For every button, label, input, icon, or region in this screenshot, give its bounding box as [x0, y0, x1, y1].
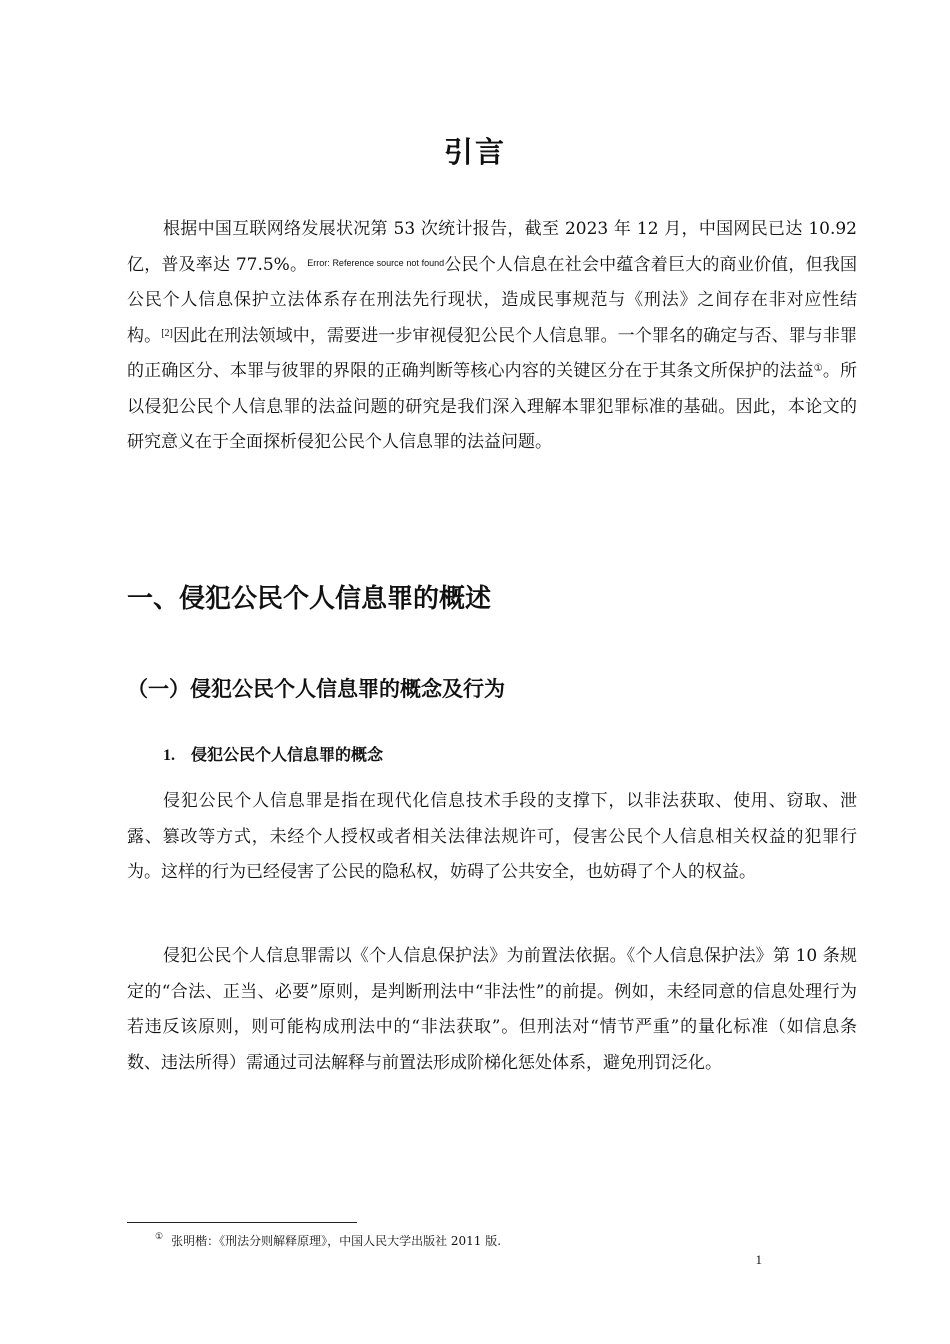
intro-text-3: 因此在刑法领域中，需要进一步审视侵犯公民个人信息罪。一个罪名的确定与否、罪与非罪的正确区分、本罪与彼罪的界限的正确判断等核心内容的关键区分在于其条文所保护的法益	[127, 325, 858, 381]
footnote-text: 张明楷：《刑法分则解释原理》，中国人民大学出版社 2011 版.	[171, 1234, 502, 1248]
footnote-marker[interactable]: ①	[813, 363, 823, 374]
reference-error-note: Error: Reference source not found	[307, 257, 445, 268]
footnote-mark: ①	[155, 1232, 164, 1242]
body-paragraph-2: 侵犯公民个人信息罪需以《个人信息保护法》为前置法依据。《个人信息保护法》第 10 条规定的“合法、正当、必要”原则，是判断刑法中“非法性”的前提。例如，未经同意的信息处理行为若违反该原则，则可能构成刑法中的“非法获取”。但刑法对“情节严重”的量化标准（如信息条数、违法所得）需通过司法解释与前置法形成阶梯化惩处体系，避免刑罚泛化。	[127, 946, 857, 1073]
intro-text-2: 公民个人信息在社会中蕴含着巨大的商业价值，但我国公民个人信息保护立法体系存在刑法先行现状，造成民事规范与《刑法》之间存在非对应性结构。	[127, 254, 857, 346]
footnote	[155, 1232, 501, 1249]
footnote-separator	[127, 1222, 357, 1223]
item-number: 1.	[163, 747, 175, 764]
item-heading	[163, 742, 383, 765]
intro-paragraph	[127, 212, 857, 461]
page-title: 引言	[443, 135, 506, 169]
section-heading: 一、侵犯公民个人信息罪的概述	[127, 584, 492, 614]
item-heading-text: 侵犯公民个人信息罪的概念	[191, 745, 384, 764]
intro-text-1: 根据中国互联网络发展状况第 53 次统计报告，截至 2023 年 12 月，中国网民已达 10.92 亿，普及率达 77.5%。	[127, 219, 857, 275]
page-number: 1	[755, 1252, 762, 1267]
intro-text-4: 。所以侵犯公民个人信息罪的法益问题的研究是我们深入理解本罪犯罪标准的基础。因此，本论文的研究意义在于全面探析侵犯公民个人信息罪的法益问题。	[127, 361, 858, 452]
subsection-heading: （一）侵犯公民个人信息罪的概念及行为	[127, 677, 505, 701]
body-paragraph-1: 侵犯公民个人信息罪是指在现代化信息技术手段的支撑下，以非法获取、使用、窃取、泄露、篡改等方式，未经个人授权或者相关法律法规许可，侵害公民个人信息相关权益的犯罪行为。这样的行为已经侵害了公民的隐私权，妨碍了公共安全，也妨碍了个人的权益。	[127, 791, 857, 882]
citation-2[interactable]: [2]	[161, 327, 173, 339]
